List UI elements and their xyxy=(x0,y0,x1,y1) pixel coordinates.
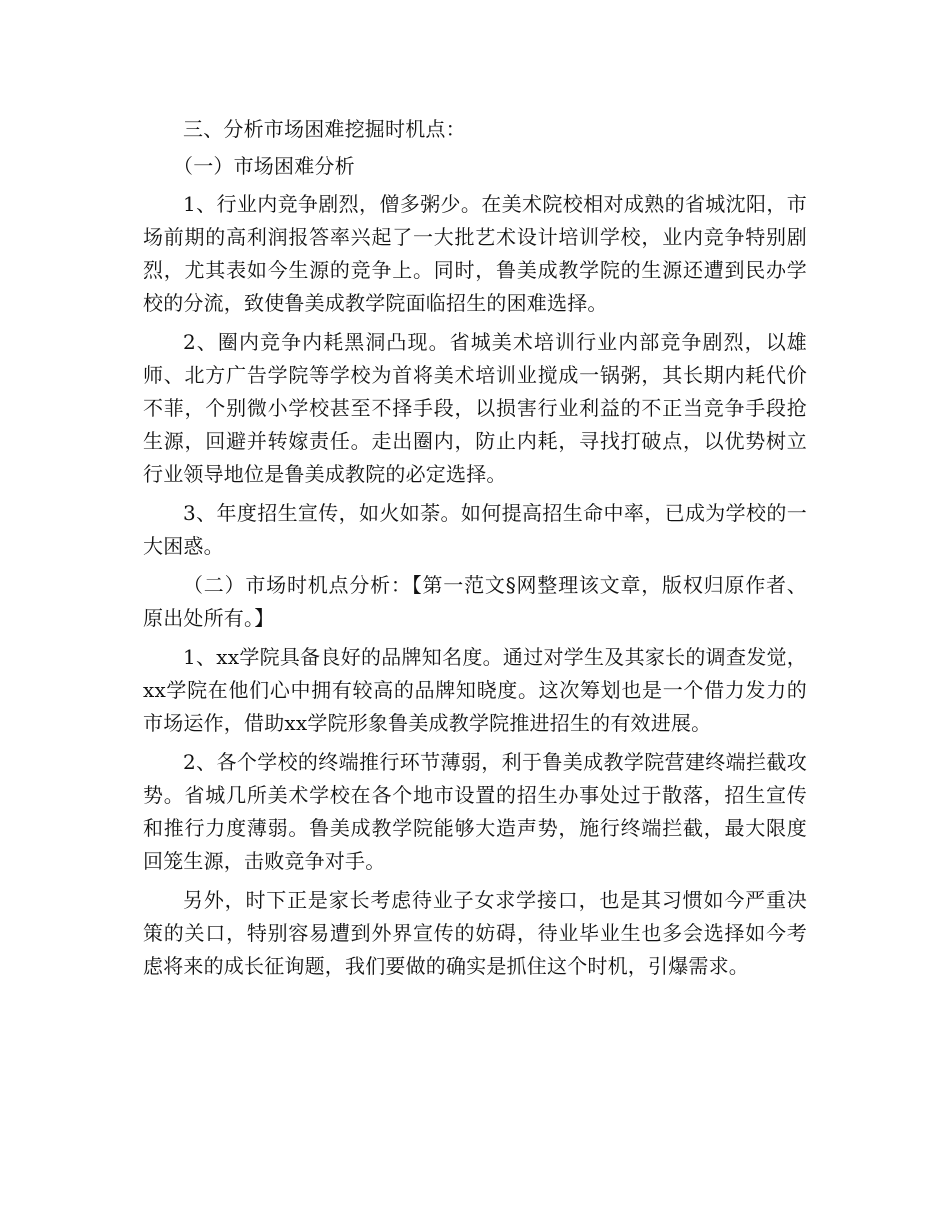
document-body xyxy=(143,113,807,983)
section-three-heading: 三、分析市场困难挖掘时机点： xyxy=(183,117,466,141)
paragraph-opportunity-two: 2、各个学校的终端推行环节薄弱，利于鲁美成教学院营建终端拦截攻势。省城几所美术学校在各个地市设置的招生办事处过于散落，招生宣传和推行力度薄弱。鲁美成教学院能够大造声势，施行终端拦截，最大限度回笼生源，击败竞争对手。 xyxy=(143,750,807,873)
paragraph-opportunity-extra: 另外，时下正是家长考虑待业子女求学接口，也是其习惯如今严重决策的关口，特别容易遭到外界宣传的妨碍，待业毕业生也多会选择如今考虑将来的成长征询题，我们要做的确实是抓住这个时机，引爆需求。 xyxy=(143,888,807,978)
paragraph-point-three: 3、年度招生宣传，如火如荼。如何提高招生命中率，已成为学校的一大困惑。 xyxy=(143,501,807,558)
sub-two-heading: （二）市场时机点分析：【第一范文§网整理该文章，版权归原作者、原出处所有。】 xyxy=(143,573,807,630)
paragraph-point-one: 1、行业内竞争剧烈，僧多粥少。在美术院校相对成熟的省城沈阳，市场前期的高利润报答率兴起了一大批艺术设计培训学校，业内竞争特别剧烈，尤其表如今生源的竞争上。同时，鲁美成教学院的生源还遭到民办学校的分流，致使鲁美成教学院面临招生的困难选择。 xyxy=(143,192,807,315)
paragraph-point-two: 2、圈内竞争内耗黑洞凸现。省城美术培训行业内部竞争剧烈，以雄师、北方广告学院等学校为首将美术培训业搅成一锅粥，其长期内耗代价不菲，个别微小学校甚至不择手段，以损害行业利益的不正当竞争手段抢生源，回避并转嫁责任。走出圈内，防止内耗，寻找打破点，以优势树立行业领导地位是鲁美成教院的必定选择。 xyxy=(143,330,807,486)
paragraph-opportunity-one: 1、xx学院具备良好的品牌知名度。通过对学生及其家长的调查发觉，xx学院在他们心中拥有较高的品牌知晓度。这次筹划也是一个借力发力的市场运作，借助xx学院形象鲁美成教学院推进招生的有效进展。 xyxy=(143,645,807,735)
sub-one-heading: （一）市场困难分析 xyxy=(173,154,355,178)
